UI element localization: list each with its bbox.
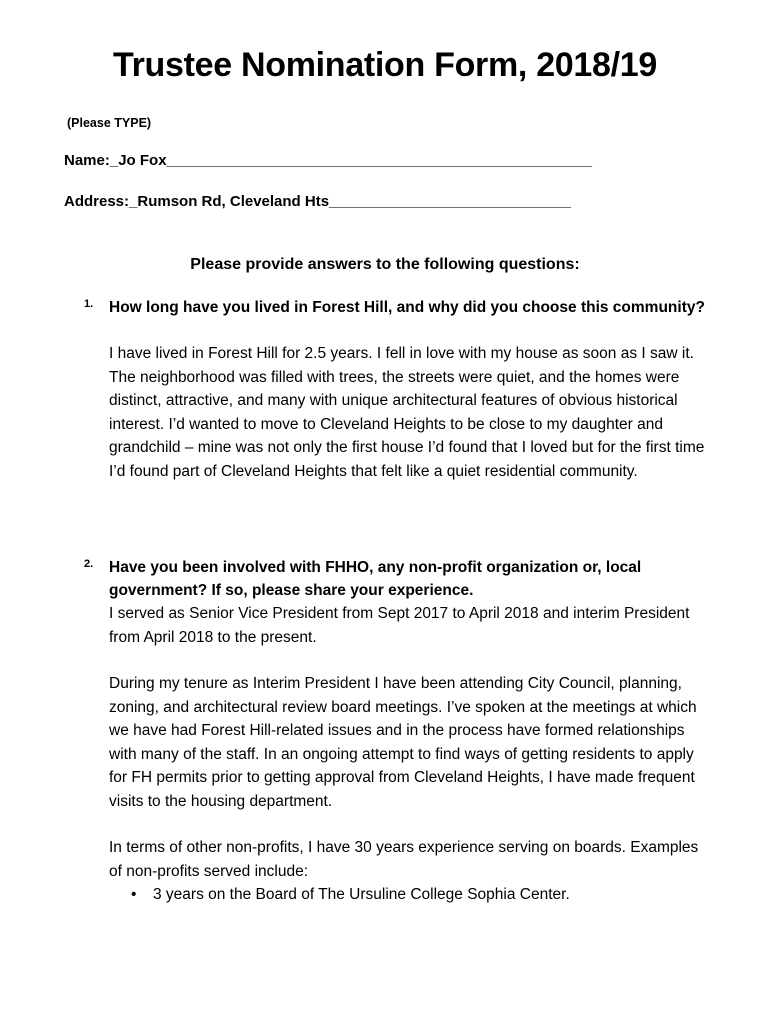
list-item: • 3 years on the Board of The Ursuline College Sophia Center. bbox=[129, 883, 709, 907]
question-2-answer-paragraph-2: During my tenure as Interim President I have been attending City Council, planning, zoning, and architectural review board meetings. I’ve spoken at the meetings at which we have had Forest Hill-related issues and in the process have formed relationships with many of the staff. In an ongoing attempt to find ways of getting residents to apply for FH permits prior to getting approval from Cleveland Heights, I have made frequent visits to the housing department. bbox=[109, 675, 697, 810]
question-1 bbox=[84, 296, 724, 483]
type-instruction: (Please TYPE) bbox=[67, 116, 152, 130]
form-title: Trustee Nomination Form, 2018/19 bbox=[112, 46, 657, 84]
question-1-number: 1. bbox=[84, 298, 94, 310]
question-1-answer: I have lived in Forest Hill for 2.5 years. I fell in love with my house as soon as I saw it. The neighborhood was filled with trees, the streets were quiet, and the homes were distinct, attractive, and many with unique architectural features of obvious historical interest. I’d wanted to move to Cleveland Heights to be close to my daughter and grandchild – mine was not only the first house I’d found that I loved but for the first time I’d found part of Cleveland Heights that felt like a quiet residential community. bbox=[109, 345, 705, 480]
question-2-answer-paragraph-3: In terms of other non-profits, I have 30 years experience serving on boards. Examples of non-profits served include: bbox=[109, 839, 699, 880]
section-heading: Please provide answers to the following questions: bbox=[190, 256, 580, 273]
address-field: Address:_Rumson Rd, Cleveland Hts_____________________________ bbox=[64, 193, 571, 210]
nonprofit-list bbox=[109, 883, 709, 907]
question-2-answer-paragraph-1: I served as Senior Vice President from Sept 2017 to April 2018 and interim President from April 2018 to the present. bbox=[109, 605, 690, 646]
name-field: Name:_Jo Fox___________________________________________________ bbox=[64, 152, 592, 169]
question-1-text: How long have you lived in Forest Hill, and why did you choose this community? bbox=[109, 299, 705, 316]
question-2 bbox=[84, 556, 724, 907]
question-2-text: Have you been involved with FHHO, any non-profit organization or, local government? If so, please share your experience. bbox=[109, 559, 642, 599]
question-2-number: 2. bbox=[84, 558, 94, 570]
